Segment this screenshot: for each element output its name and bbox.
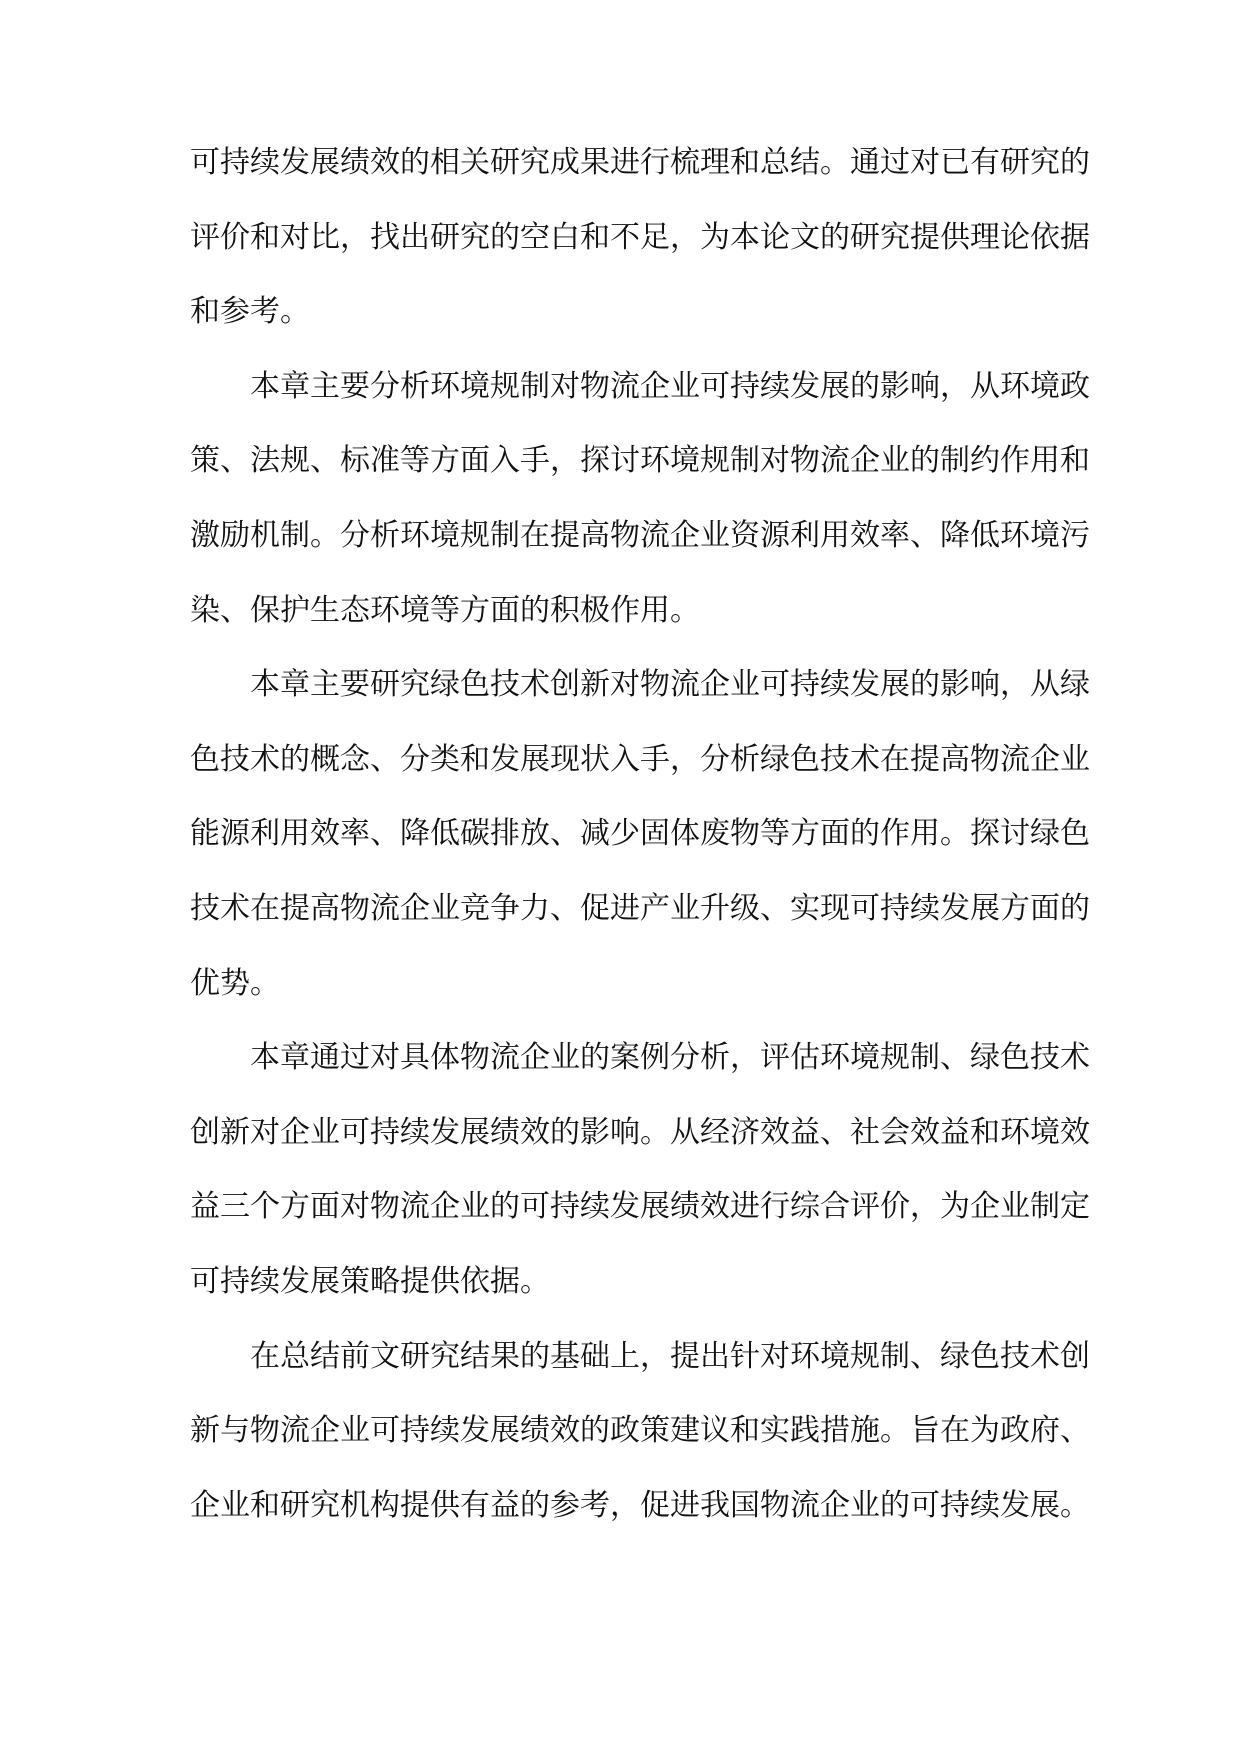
paragraph-line: 可持续发展绩效的相关研究成果进行梳理和总结。通过对已有研究的 bbox=[190, 145, 1090, 180]
paragraph-line: 激励机制。分析环境规制在提高物流企业资源利用效率、降低环境污 bbox=[190, 517, 1090, 553]
paragraph-line: 可持续发展策略提供依据。 bbox=[190, 1263, 550, 1299]
paragraph-3 bbox=[190, 667, 1090, 1001]
paragraph-line: 评价和对比，找出研究的空白和不足，为本论文的研究提供理论依据 bbox=[190, 219, 1090, 255]
paragraph-line: 和参考。 bbox=[190, 294, 310, 330]
paragraph-line: 策、法规、标准等方面入手，探讨环境规制对物流企业的制约作用和 bbox=[190, 443, 1090, 479]
paragraph-line: 企业和研究机构提供有益的参考，促进我国物流企业的可持续发展。 bbox=[190, 1487, 1090, 1523]
paragraph-line: 本章通过对具体物流企业的案例分析，评估环境规制、绿色技术 bbox=[250, 1040, 1090, 1076]
paragraph-1 bbox=[190, 145, 1090, 330]
paragraph-line: 技术在提高物流企业竞争力、促进产业升级、实现可持续发展方面的 bbox=[190, 890, 1090, 926]
paragraph-4 bbox=[190, 1040, 1090, 1299]
paragraph-line: 益三个方面对物流企业的可持续发展绩效进行综合评价，为企业制定 bbox=[190, 1189, 1090, 1225]
paragraph-line: 染、保护生态环境等方面的积极作用。 bbox=[190, 592, 700, 628]
paragraph-line: 创新对企业可持续发展绩效的影响。从经济效益、社会效益和环境效 bbox=[190, 1114, 1090, 1150]
paragraph-line: 优势。 bbox=[190, 965, 280, 1001]
paragraph-line: 在总结前文研究结果的基础上，提出针对环境规制、绿色技术创 bbox=[250, 1338, 1090, 1374]
paragraph-2 bbox=[190, 368, 1090, 628]
paragraph-line: 本章主要分析环境规制对物流企业可持续发展的影响，从环境政 bbox=[250, 368, 1090, 404]
paragraph-5 bbox=[190, 1338, 1090, 1523]
paragraph-line: 能源利用效率、降低碳排放、减少固体废物等方面的作用。探讨绿色 bbox=[190, 816, 1090, 852]
paragraph-line: 本章主要研究绿色技术创新对物流企业可持续发展的影响，从绿 bbox=[250, 667, 1090, 703]
paragraph-line: 新与物流企业可持续发展绩效的政策建议和实践措施。旨在为政府、 bbox=[190, 1413, 1090, 1449]
document-body bbox=[190, 145, 1090, 1565]
paragraph-line: 色技术的概念、分类和发展现状入手，分析绿色技术在提高物流企业 bbox=[190, 741, 1090, 777]
